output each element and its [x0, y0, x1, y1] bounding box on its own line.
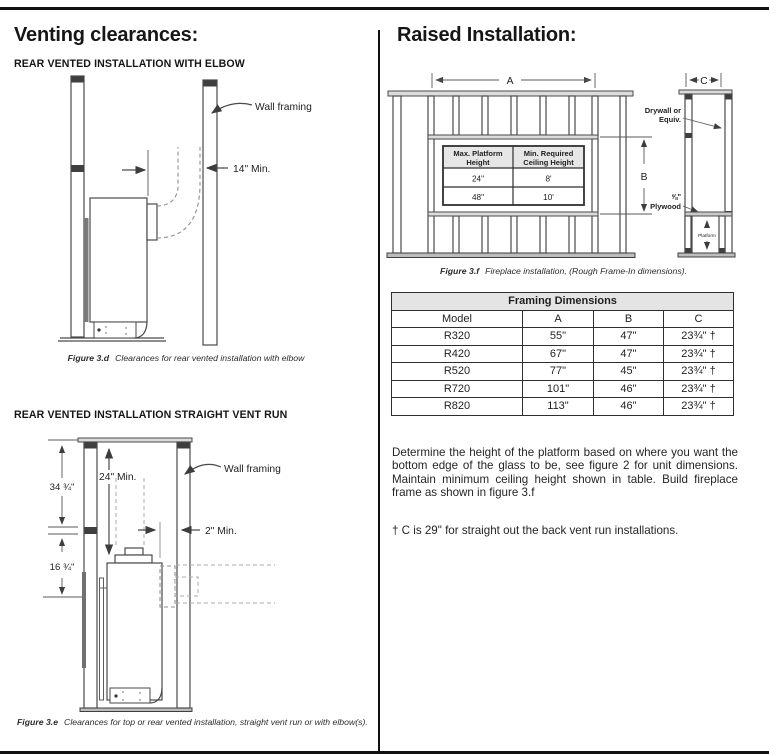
wall-framing-label: Wall framing [255, 102, 312, 113]
fig-3d-heading: REAR VENTED INSTALLATION WITH ELBOW [14, 58, 245, 70]
fig-3d-caption-label: Figure 3.d [67, 353, 110, 363]
drywall-label-l2: Equiv. [659, 115, 681, 124]
rear-vent-collar [147, 204, 157, 240]
top-vent-cap [125, 548, 143, 555]
fireplace-unit [90, 198, 147, 322]
corner-stud [393, 96, 401, 253]
wall-stud [620, 96, 626, 253]
dim-b-label: B [640, 172, 648, 183]
cripple-studs-top [453, 96, 575, 135]
cell-b: 47" [594, 345, 664, 363]
table-row [392, 363, 734, 381]
bottom-rule [0, 751, 769, 754]
framing-dimensions-table [391, 292, 734, 416]
side-front-stud [725, 94, 732, 253]
cell-a: 101" [523, 380, 594, 398]
figure-3d-diagram [40, 72, 332, 350]
min14-label: 14" Min. [233, 164, 271, 175]
wall-framing-leader [212, 103, 252, 113]
col-header: Model [392, 310, 523, 328]
fig-3e-caption-text: Clearances for top or rear vented installation, straight vent run or with elbow(s). [64, 717, 368, 727]
right-wall-stud [203, 80, 217, 345]
cell-model: R820 [392, 398, 523, 416]
sill-beam [428, 212, 598, 216]
cell-a: 67" [523, 345, 594, 363]
dim-c-label: C [700, 76, 708, 87]
platform-leg [685, 216, 691, 253]
min2-label: 2" Min. [205, 526, 237, 537]
cell-c: 23¾" † [664, 345, 734, 363]
column-divider [378, 30, 380, 754]
cell-a: 113" [523, 398, 594, 416]
wall-facing-strip [82, 572, 86, 668]
unit-front-facing [100, 578, 104, 700]
platform-height-table [443, 146, 584, 205]
cell-c: 23¾" † [664, 380, 734, 398]
dagger-note: † C is 29" for straight out the back vent run installations. [392, 524, 679, 537]
right-column-title: Raised Installation: [397, 24, 577, 46]
cell-model: R320 [392, 328, 523, 346]
floor-line [387, 253, 635, 258]
cell-a: 77" [523, 363, 594, 381]
fig-3e-caption-label: Figure 3.e [17, 717, 59, 727]
fig-3e-heading: REAR VENTED INSTALLATION STRAIGHT VENT RUN [14, 409, 288, 421]
inner-col1-header-l2: Height [466, 158, 490, 167]
header-beam [428, 135, 598, 139]
col-header: A [523, 310, 594, 328]
unit-front-facing [84, 218, 89, 322]
right-wall-stud [177, 442, 190, 708]
cell-b: 47" [594, 328, 664, 346]
platform-instructions: Determine the height of the platform based on where you want the bottom edge of the glass to be, see figure 2 for unit dimensions. Maintain minimum ceiling height shown in table. Build fireplace frame as shown in figure 3.f [392, 446, 738, 500]
col-header: C [664, 310, 734, 328]
opening-right-jamb [592, 96, 598, 253]
wall-framing-label: Wall framing [224, 464, 281, 475]
cell-c: 23¾" † [664, 398, 734, 416]
inner-cell: 48" [471, 193, 485, 202]
drywall-label-l1: Drywall or [644, 106, 681, 115]
inner-col1-header-l1: Max. Platform [453, 149, 503, 158]
fig-3f-caption [390, 266, 737, 276]
platform-deck [685, 212, 732, 216]
col-header: B [594, 310, 664, 328]
plywood-label-l2: Plywood [650, 202, 681, 211]
fig-3f-caption-text: Fireplace installation, (Rough Frame-In dimensions). [485, 266, 687, 276]
fig-3d-caption [40, 353, 332, 363]
inner-col2-header-l2: Ceiling Height [523, 158, 574, 167]
fireplace-unit [107, 563, 162, 700]
dim-16-label: 16 ¾" [49, 562, 75, 573]
dim-34-label: 34 ¾" [49, 482, 75, 493]
cell-c: 23¾" † [664, 328, 734, 346]
fig-3d-caption-text: Clearances for rear vented installation with elbow [115, 353, 305, 363]
left-column-title: Venting clearances: [14, 24, 199, 46]
left-wall-stud [71, 76, 84, 337]
fig-3e-caption [17, 717, 368, 727]
plywood-label-l1: ⅝" [671, 192, 681, 201]
side-floor-line [678, 253, 735, 257]
inner-col2-header-l1: Min. Required [523, 149, 574, 158]
cell-model: R720 [392, 380, 523, 398]
opening-left-jamb [428, 96, 434, 253]
figure-3e-diagram [35, 432, 335, 716]
cell-b: 46" [594, 398, 664, 416]
top-rule [0, 7, 769, 10]
top-vent-collar [115, 555, 152, 563]
table-row [392, 328, 734, 346]
fig-3f-caption-label: Figure 3.f [440, 266, 480, 276]
figure-3f-diagram [386, 68, 760, 282]
min24-label: 24" Min. [99, 472, 137, 483]
cell-model: R420 [392, 345, 523, 363]
cell-b: 46" [594, 380, 664, 398]
platform-leg [719, 216, 725, 253]
table-row [392, 345, 734, 363]
table-title: Framing Dimensions [392, 293, 734, 311]
table-header-row [392, 310, 734, 328]
cell-a: 55" [523, 328, 594, 346]
cell-c: 23¾" † [664, 363, 734, 381]
cell-model: R520 [392, 363, 523, 381]
table-row [392, 380, 734, 398]
top-plate [388, 91, 633, 96]
inner-cell: 24" [471, 174, 485, 184]
table-row [392, 398, 734, 416]
dim-a-label: A [506, 76, 514, 87]
cripple-studs-bottom [453, 216, 575, 253]
dim-ticks [43, 440, 84, 597]
cell-b: 45" [594, 363, 664, 381]
inner-cell: 8' [545, 174, 552, 184]
platform-label: Platform [698, 234, 716, 239]
inner-cell: 10' [543, 193, 554, 202]
vent-elbow-inner [157, 147, 178, 206]
